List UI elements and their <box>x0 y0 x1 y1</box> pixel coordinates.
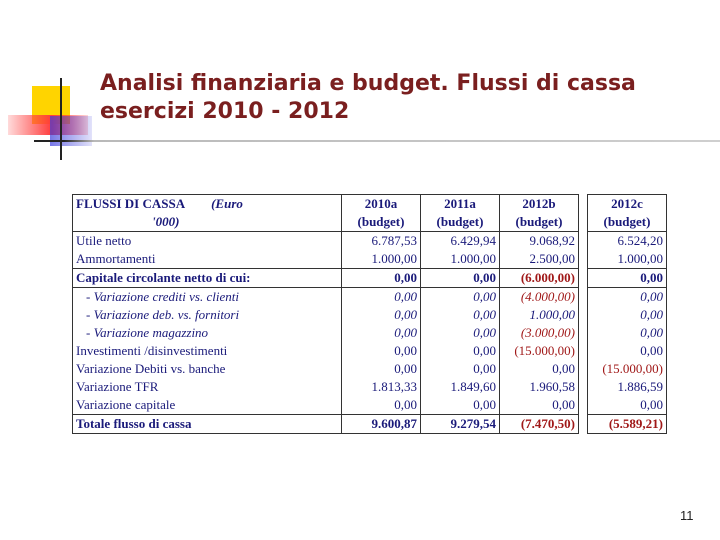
row-label: - Variazione crediti vs. clienti <box>86 289 239 304</box>
table-row-total <box>588 415 667 434</box>
row-value: 0,00 <box>500 360 579 378</box>
table-row <box>73 250 579 269</box>
header-note-cell: (budget) <box>421 213 500 232</box>
table-row <box>73 306 579 324</box>
table-row <box>588 396 667 415</box>
slide-title-line2: esercizi 2010 - 2012 <box>100 99 350 124</box>
row-value: 0,00 <box>421 306 500 324</box>
table-row <box>588 360 667 378</box>
row-value: 1.000,00 <box>500 306 579 324</box>
header-unit-a: (Euro <box>211 196 243 211</box>
row-value: 1.000,00 <box>421 250 500 269</box>
row-value: (15.000,00) <box>500 342 579 360</box>
row-value: 1.960,58 <box>500 378 579 396</box>
table-row <box>588 378 667 396</box>
row-value: 2.500,00 <box>500 250 579 269</box>
header-year-cell: 2010a <box>342 195 421 214</box>
row-value: 9.068,92 <box>500 232 579 251</box>
title-underline <box>34 140 720 142</box>
table-row <box>588 232 667 251</box>
slide-title <box>100 70 636 126</box>
table-row-total <box>73 415 579 434</box>
row-value: 0,00 <box>342 324 421 342</box>
row-value: (4.000,00) <box>500 288 579 307</box>
row-value: 0,00 <box>500 396 579 415</box>
row-value: (5.589,21) <box>588 415 667 434</box>
row-value: 0,00 <box>342 306 421 324</box>
table-header-row <box>73 213 579 232</box>
row-value: 0,00 <box>421 360 500 378</box>
header-label: FLUSSI DI CASSA <box>76 196 186 211</box>
row-value: 1.000,00 <box>342 250 421 269</box>
row-value: 0,00 <box>640 343 663 358</box>
row-value: 6.787,53 <box>342 232 421 251</box>
row-value: 0,00 <box>640 325 663 340</box>
cash-flow-table <box>72 194 579 434</box>
table-row <box>73 269 579 288</box>
row-value: 0,00 <box>421 342 500 360</box>
table-row <box>73 232 579 251</box>
row-value: 0,00 <box>421 269 500 288</box>
header-unit-cell <box>73 213 342 232</box>
row-value: 0,00 <box>342 269 421 288</box>
row-value: (6.000,00) <box>500 269 579 288</box>
header-label-cell <box>73 195 342 214</box>
row-label: Variazione capitale <box>76 397 176 412</box>
page-number: 11 <box>680 508 694 523</box>
header-note-cell: (budget) <box>500 213 579 232</box>
row-value: 1.886,59 <box>617 379 663 394</box>
table-row <box>588 250 667 269</box>
row-value: 0,00 <box>640 397 663 412</box>
table-row <box>73 360 579 378</box>
cash-flow-table-2012c <box>587 194 667 434</box>
row-value: 0,00 <box>421 324 500 342</box>
row-value: 1.000,00 <box>617 251 663 266</box>
row-value: (7.470,50) <box>500 415 579 434</box>
row-label: Variazione Debiti vs. banche <box>76 361 226 376</box>
table-header-row <box>73 195 579 214</box>
header-year-cell: 2012c <box>611 196 643 211</box>
table-row <box>588 324 667 342</box>
header-note-cell: (budget) <box>342 213 421 232</box>
row-value: 0,00 <box>421 288 500 307</box>
header-note-cell: (budget) <box>603 214 651 229</box>
row-value: 0,00 <box>342 342 421 360</box>
row-value: (3.000,00) <box>500 324 579 342</box>
header-year-cell: 2012b <box>500 195 579 214</box>
row-value: 6.524,20 <box>588 232 667 251</box>
table-row <box>73 378 579 396</box>
row-label: Ammortamenti <box>76 251 156 266</box>
row-value: 0,00 <box>421 396 500 415</box>
table-row <box>588 288 667 307</box>
row-value: 9.600,87 <box>342 415 421 434</box>
row-value: 0,00 <box>588 269 667 288</box>
table-row <box>588 306 667 324</box>
table-row <box>588 342 667 360</box>
row-label: Variazione TFR <box>76 379 159 394</box>
table-row <box>588 269 667 288</box>
table-row <box>73 288 579 307</box>
row-label: Totale flusso di cassa <box>73 415 342 434</box>
row-value: 9.279,54 <box>421 415 500 434</box>
row-value: 0,00 <box>342 396 421 415</box>
row-value: 0,00 <box>342 288 421 307</box>
row-label: Capitale circolante netto di cui: <box>73 269 342 288</box>
row-value: (15.000,00) <box>602 361 663 376</box>
header-year-cell: 2011a <box>421 195 500 214</box>
table-row <box>73 396 579 415</box>
slide-title-line1: Analisi finanziaria e budget. Flussi di cassa <box>100 71 636 96</box>
row-value: 0,00 <box>342 360 421 378</box>
row-value: 0,00 <box>640 289 663 304</box>
table-row <box>73 342 579 360</box>
row-label: Utile netto <box>73 232 342 251</box>
table-row <box>73 324 579 342</box>
decorative-vertical-line <box>60 78 62 160</box>
table-header-row <box>588 195 667 214</box>
table-header-row <box>588 213 667 232</box>
row-value: 1.849,60 <box>421 378 500 396</box>
row-value: 6.429,94 <box>421 232 500 251</box>
row-value: 0,00 <box>640 307 663 322</box>
row-label: - Variazione magazzino <box>86 325 209 340</box>
row-label: - Variazione deb. vs. fornitori <box>86 307 240 322</box>
header-unit-b: '000) <box>152 214 180 229</box>
row-value: 1.813,33 <box>342 378 421 396</box>
row-label: Investimenti /disinvestimenti <box>76 343 228 358</box>
